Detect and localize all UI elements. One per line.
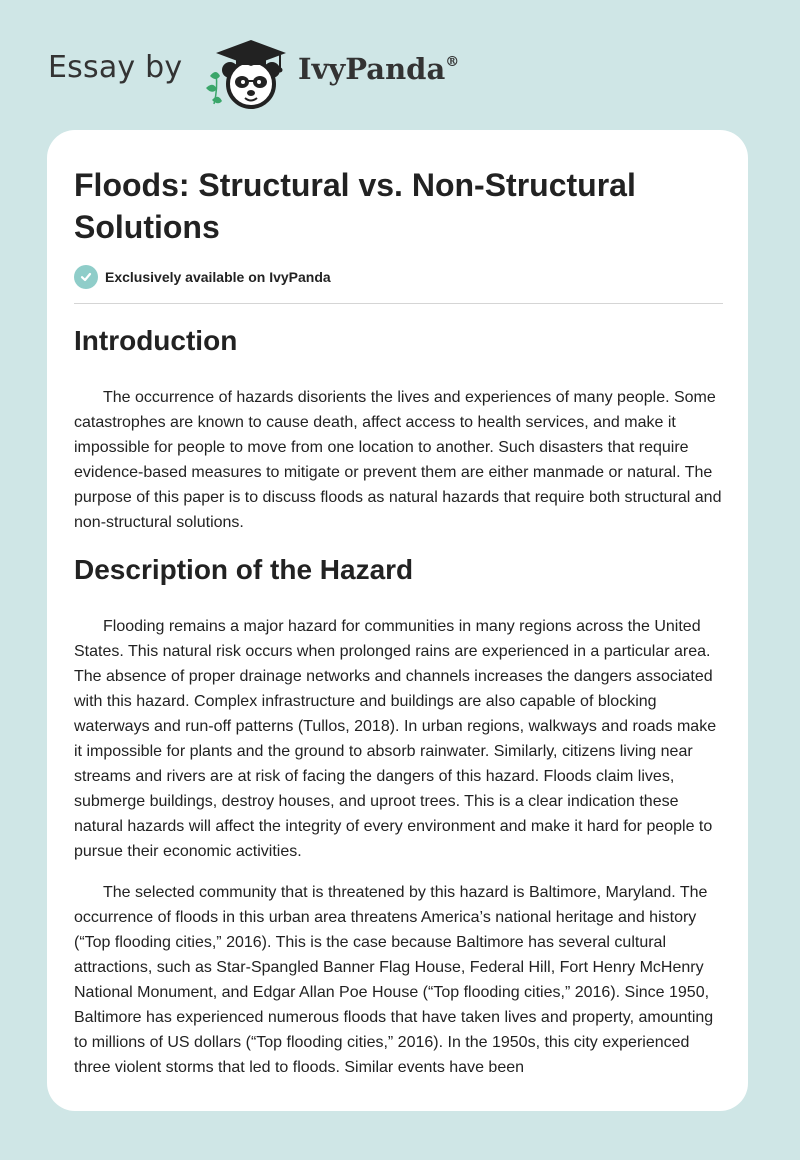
article-title: Floods: Structural vs. Non-Structural Solutions xyxy=(74,167,636,245)
checkmark-icon xyxy=(74,265,98,289)
exclusive-badge-label: Exclusively available on IvyPanda xyxy=(105,269,331,285)
article-card xyxy=(47,130,748,1111)
title-divider xyxy=(74,303,723,304)
brand-prefix: Essay by xyxy=(48,50,183,85)
section-heading: Introduction xyxy=(74,325,238,356)
section-heading: Description of the Hazard xyxy=(74,554,414,585)
brand-header xyxy=(48,30,548,110)
exclusive-badge xyxy=(74,264,331,290)
paragraph: The selected community that is threatened by this hazard is Baltimore, Maryland. The occurrence of floods in this urban area threatens America’s national heritage and history (“Top flooding cities,” 2016). This is the case because Baltimore has several cultural attractions, such as Star-Spangled Banner Flag House, Federal Hill, Fort Henry McHenry National Monument, and Edgar Allan Poe House (“Top flooding cities,” 2016). Since 1950, Baltimore has experienced numerous floods that have taken lives and property, amounting to millions of US dollars (“Top flooding cities,” 2016). In the 1950s, this city experienced three violent storms that led to floods. Similar events have been xyxy=(74,884,714,1076)
brand-name: IvyPanda® xyxy=(298,52,460,86)
paragraph: The occurrence of hazards disorients the lives and experiences of many people. Some catastrophes are known to cause death, affect access to health services, and make it impossible for people to move from one location to another. Such disasters that require evidence-based measures to mitigate or prevent them are either manmade or natural. The purpose of this paper is to discuss floods as natural hazards that require both structural and non-structural solutions. xyxy=(74,389,722,531)
article-body xyxy=(74,324,723,1096)
paragraph: Flooding remains a major hazard for communities in many regions across the United States. This natural risk occurs when prolonged rains are experienced in a particular area. The absence of proper drainage networks and channels increases the dangers associated with this hazard. Complex infrastructure and buildings are also capable of blocking waterways and run-off patterns (Tullos, 2018). In urban regions, walkways and roads make it impossible for plants and the ground to absorb rainwater. Similarly, citizens living near streams and rivers are at risk of facing the dangers of this hazard. Floods claim lives, submerge buildings, destroy houses, and uproot trees. This is a clear indication these natural hazards will affect the integrity of every environment and make it hard for people to pursue their economic activities. xyxy=(74,618,717,860)
panda-logo-icon xyxy=(200,36,292,110)
